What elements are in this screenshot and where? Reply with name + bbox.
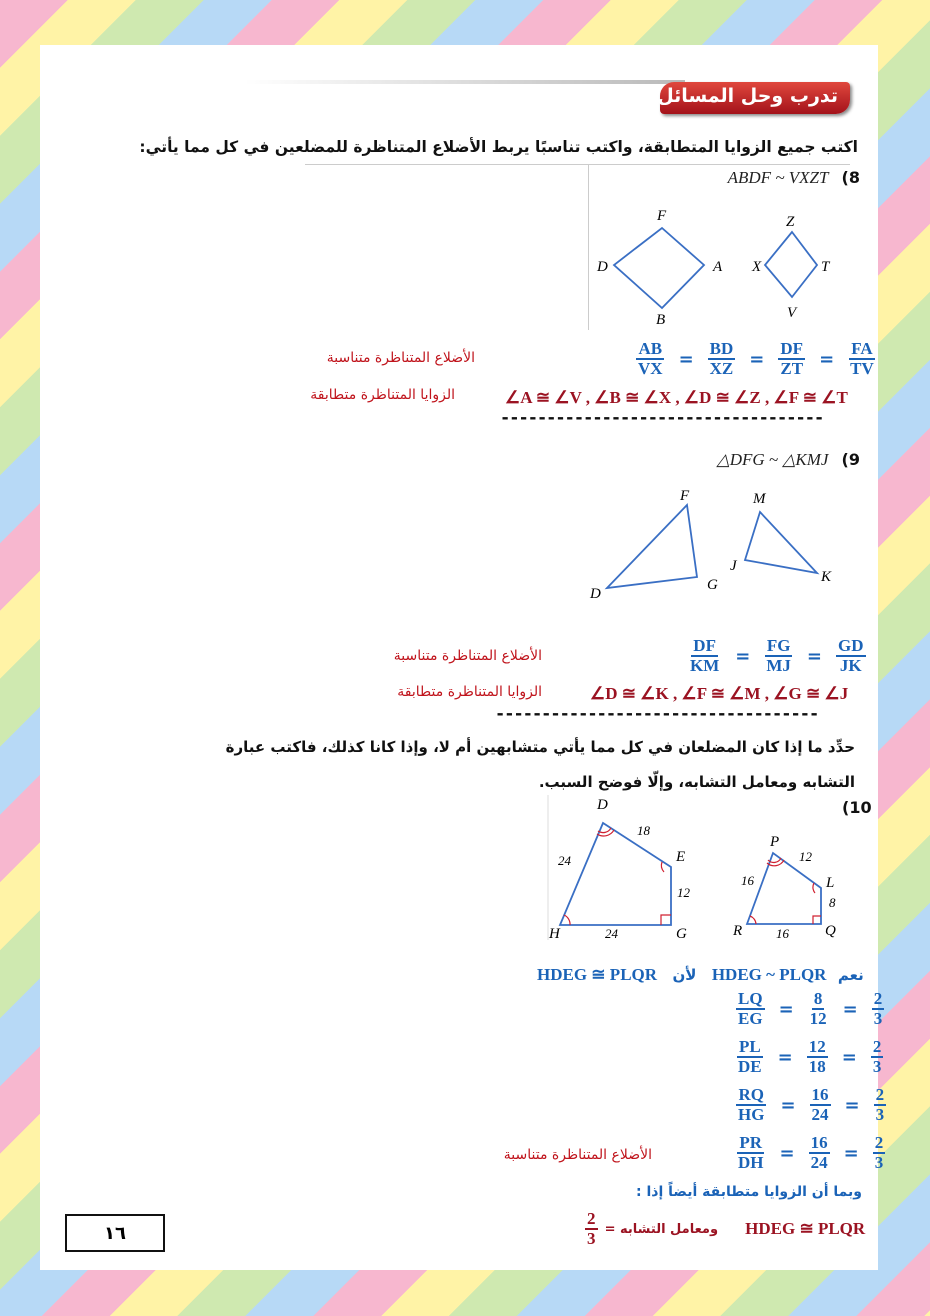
- scale-factor: $\frac{2}{3}$: [587, 1209, 596, 1248]
- p10-figure: [545, 795, 870, 945]
- label-D: D: [597, 797, 608, 813]
- p10-similarity: HDEG ~ PLQR: [711, 965, 827, 984]
- p10-row-4: $\frac{PR}{DH}$ = $\frac{16}{24}$ = $\frac{2}{3}$: [738, 1133, 884, 1172]
- p10-final: [585, 1210, 865, 1248]
- label-Z: Z: [786, 214, 795, 230]
- label-L: L: [826, 875, 835, 891]
- label-K: K: [821, 569, 832, 585]
- label-T: T: [821, 259, 830, 275]
- p10-row-2: $\frac{PL}{DE}$ = $\frac{12}{18}$ = $\frac{2}{3}$: [738, 1037, 882, 1076]
- label-R: R: [733, 923, 743, 939]
- p10-number: (10: [842, 798, 872, 817]
- quad-hdeg: [560, 823, 671, 925]
- header-banner: [245, 78, 850, 116]
- p8-figure-frame: [588, 165, 589, 330]
- p10-angles-also: وبما أن الزوايا متطابقة أيضاً إذا :: [636, 1184, 862, 1200]
- label-D: D: [590, 586, 601, 602]
- page-number: ١٦: [104, 1222, 126, 1244]
- side-16-bottom: 16: [776, 926, 789, 941]
- label-X: X: [752, 259, 762, 275]
- p8-figure: [592, 200, 852, 330]
- p10-row-3: $\frac{RQ}{HG}$ = $\frac{16}{24}$ = $\frac{2}{3}$: [738, 1085, 885, 1124]
- scale-label: ومعامل التشابه =: [604, 1221, 719, 1237]
- label-F: F: [680, 488, 690, 504]
- p8-ratio-3: $\frac{DF}{ZT}$: [780, 339, 804, 378]
- instruction-1: اكتب جميع الزوايا المتطابقة، واكتب تناسبًا يربط الأضلاع المتناظرة للمضلعين في كل مما يأتي:: [139, 138, 858, 156]
- p8-ratio-2: $\frac{BD}{XZ}$: [709, 339, 734, 378]
- quad-abdf: [614, 228, 704, 308]
- p8-angle-note: الزوايا المتناظرة متطابقة: [310, 387, 455, 403]
- p8-header: [728, 168, 860, 188]
- triangle-dfg: [607, 505, 697, 588]
- instruction-2-line-1: حدِّد ما إذا كان المضلعان في كل مما يأتي متشابهين أم لا، وإذا كانا كذلك، فاكتب عبارة: [225, 738, 855, 756]
- page-number-box: [65, 1214, 165, 1252]
- label-P: P: [770, 834, 780, 850]
- side-24-bottom: 24: [605, 926, 618, 941]
- triangle-kmj: [745, 512, 817, 573]
- p9-ratios: $\frac{DF}{KM}$ = $\frac{FG}{MJ}$ = $\frac{GD}{JK}$: [690, 636, 864, 675]
- p9-ratio-note: الأضلاع المتناظرة متناسبة: [393, 648, 542, 664]
- p8-ratio-1: $\frac{AB}{VX}$: [638, 339, 663, 378]
- p9-angle-note: الزوايا المتناظرة متطابقة: [397, 684, 542, 700]
- label-J: J: [730, 558, 737, 574]
- label-A: A: [713, 259, 723, 275]
- label-G: G: [707, 577, 718, 593]
- label-G: G: [676, 926, 687, 942]
- label-F: F: [657, 208, 667, 224]
- instruction-2-line-2: التشابه ومعامل التشابه، وإلّا فوضح السبب.: [538, 773, 855, 791]
- p10-because: لأن: [672, 966, 697, 984]
- side-12: 12: [677, 885, 690, 900]
- side-16-left: 16: [741, 873, 754, 888]
- quad-vxzt: [765, 232, 817, 297]
- header-title: تدرب وحل المسائل: [657, 85, 838, 107]
- p8-ratios: $\frac{AB}{VX}$ = $\frac{BD}{XZ}$ = $\frac{DF}{ZT}$ = $\frac{FA}{TV}$: [638, 339, 874, 378]
- side-18: 18: [637, 823, 650, 838]
- label-B: B: [656, 312, 666, 328]
- p9-ratio-3: $\frac{GD}{JK}$: [838, 636, 864, 675]
- p8-ratio-note: الأضلاع المتناظرة متناسبة: [326, 350, 475, 366]
- separator-2: -----------------------------------: [495, 704, 819, 724]
- p8-ratio-4: $\frac{FA}{TV}$: [850, 339, 874, 378]
- p10-ratio-note: الأضلاع المتناظرة متناسبة: [503, 1147, 652, 1163]
- p8-number: (8: [841, 168, 860, 187]
- label-V: V: [787, 305, 797, 321]
- side-12-small: 12: [799, 849, 812, 864]
- final-statement: HDEG ≅ PLQR: [745, 1219, 866, 1238]
- p10-yes: نعم: [837, 966, 864, 984]
- label-M: M: [753, 491, 766, 507]
- p9-header: [717, 450, 860, 470]
- p9-ratio-1: $\frac{DF}{KM}$: [690, 636, 720, 675]
- label-Q: Q: [825, 923, 836, 939]
- p9-angles: ∠D ≅ ∠K , ∠F ≅ ∠M , ∠G ≅ ∠J: [590, 684, 849, 703]
- separator-1: -----------------------------------: [500, 408, 824, 428]
- p9-statement: △DFG ~ △KMJ: [716, 450, 829, 469]
- p8-statement: ABDF ~ VXZT: [727, 168, 829, 187]
- side-8: 8: [829, 895, 836, 910]
- p8-angles: ∠A ≅ ∠V , ∠B ≅ ∠X , ∠D ≅ ∠Z , ∠F ≅ ∠T: [505, 388, 848, 407]
- p9-ratio-2: $\frac{FG}{MJ}$: [766, 636, 791, 675]
- label-D: D: [597, 259, 608, 275]
- label-H: H: [549, 926, 560, 942]
- p10-congruence: HDEG ≅ PLQR: [537, 965, 658, 984]
- p10-row-1: $\frac{LQ}{EG}$ = $\frac{8}{12}$ = $\frac{2}{3}$: [738, 989, 883, 1028]
- p9-figure: [585, 485, 845, 605]
- p10-answer-line: [537, 965, 864, 985]
- side-24-left: 24: [558, 853, 571, 868]
- label-E: E: [676, 849, 686, 865]
- p9-number: (9: [841, 450, 860, 469]
- underline-1: [305, 164, 850, 165]
